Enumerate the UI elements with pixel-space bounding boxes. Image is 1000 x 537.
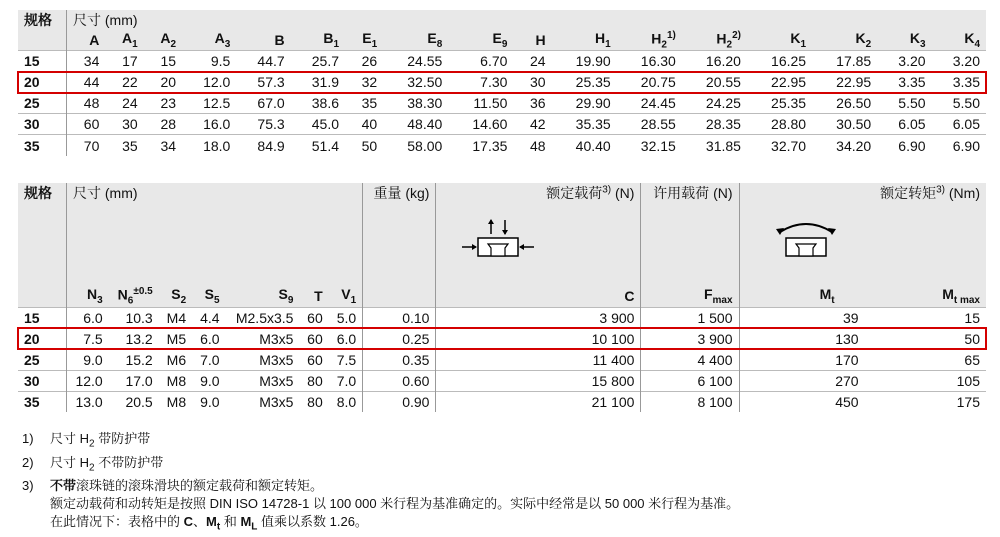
row-spec: 25	[18, 349, 67, 370]
col-N3: $N_3$	[67, 285, 109, 307]
footnote-3: 3) 不带滚珠链的滚珠滑块的额定载荷和额定转矩。	[22, 478, 324, 494]
table-cell: M3x5	[226, 349, 300, 370]
table-cell: 12.0	[67, 370, 109, 391]
table-cell: 9.0	[67, 349, 109, 370]
row-spec: 15	[18, 51, 67, 72]
torque-header: 额定转矩$^{3)}$ (Nm)	[739, 183, 986, 203]
table-cell: 8 100	[641, 391, 739, 412]
table-cell: 57.3	[236, 72, 290, 93]
row-spec: 15	[18, 307, 67, 328]
table-cell: M8	[159, 391, 192, 412]
table-cell: 3.20	[877, 51, 931, 72]
table-row	[18, 135, 986, 156]
col-K1: $K_1$	[790, 30, 807, 51]
table1-body	[18, 51, 986, 156]
table-cell: 30.50	[812, 114, 877, 135]
table-cell: 9.0	[192, 370, 225, 391]
table-cell: 16.0	[182, 114, 236, 135]
table-cell: 80	[299, 391, 328, 412]
table-cell: 3.35	[877, 72, 931, 93]
table-cell: 16.20	[682, 51, 747, 72]
table-cell: 65	[865, 349, 986, 370]
table-cell: M8	[159, 370, 192, 391]
table-cell: 24.55	[383, 51, 448, 72]
dim-header: 尺寸 (mm)	[67, 10, 987, 30]
table-cell: 17	[105, 51, 143, 72]
table-cell: 11.50	[448, 93, 513, 114]
dimension-table-1	[18, 10, 986, 156]
table-cell: 13.0	[67, 391, 109, 412]
table-cell: 12.0	[182, 72, 236, 93]
table-cell: 175	[865, 391, 986, 412]
table-cell: 24.45	[617, 93, 682, 114]
table-cell: 32.50	[383, 72, 448, 93]
table-cell: 29.90	[552, 93, 617, 114]
table-cell: 60	[299, 307, 328, 328]
table-cell: 31.9	[291, 72, 345, 93]
table-cell: 130	[739, 328, 865, 349]
col-K4: $K_4$	[964, 30, 980, 51]
table-row	[18, 72, 986, 93]
table-cell: 4.4	[192, 307, 225, 328]
table-cell: 7.30	[448, 72, 513, 93]
table-cell: 30	[105, 114, 143, 135]
table-cell: 48	[67, 93, 106, 114]
table-cell: 7.5	[67, 328, 109, 349]
col-E9: $E_9$	[492, 30, 508, 51]
table-cell: 31.85	[682, 135, 747, 156]
col-E8: $E_8$	[427, 30, 443, 51]
table-cell: 6.0	[67, 307, 109, 328]
table-cell: 5.50	[932, 93, 986, 114]
col-K2: $K_2$	[855, 30, 872, 51]
col-N6: $N_6^{\pm 0.5}$	[117, 285, 153, 306]
table-cell: 60	[299, 328, 328, 349]
table-cell: 9.0	[192, 391, 225, 412]
table-row	[18, 307, 986, 328]
table-cell: 40.40	[552, 135, 617, 156]
table-cell: M5	[159, 328, 192, 349]
col-A3: $A_3$	[214, 30, 231, 51]
table-cell: 12.5	[182, 93, 236, 114]
col-C: C	[436, 285, 641, 307]
table-cell: 270	[739, 370, 865, 391]
table-cell: 28.55	[617, 114, 682, 135]
table-cell: 28.35	[682, 114, 747, 135]
table-cell: 48.40	[383, 114, 448, 135]
table-cell: 19.90	[552, 51, 617, 72]
table-cell: 26.50	[812, 93, 877, 114]
table-cell: 15 800	[436, 370, 641, 391]
col-Mt: $M_t$	[739, 285, 865, 307]
table-cell: 60	[299, 349, 328, 370]
table-cell: 0.25	[363, 328, 436, 349]
table-cell: 17.85	[812, 51, 877, 72]
row-spec: 25	[18, 93, 67, 114]
table-cell: 60	[67, 114, 106, 135]
table-cell: 23	[144, 93, 182, 114]
table-cell: 7.0	[192, 349, 225, 370]
table-cell: 10.3	[109, 307, 159, 328]
table-cell: 17.0	[109, 370, 159, 391]
col-A2: $A_2$	[160, 30, 177, 51]
table2-header-label-row	[18, 183, 986, 203]
dim-header-2: 尺寸 (mm)	[67, 183, 363, 203]
table-cell: 40	[345, 114, 383, 135]
table-cell: 14.60	[448, 114, 513, 135]
table-cell: 67.0	[236, 93, 290, 114]
table-cell: 32.70	[747, 135, 812, 156]
col-A1: $A_1$	[122, 30, 138, 51]
table-cell: 1 500	[641, 307, 739, 328]
col-Fmax: $F_{max}$	[641, 285, 739, 307]
table-cell: 36	[513, 93, 551, 114]
table-cell: 21 100	[436, 391, 641, 412]
table-cell: 50	[865, 328, 986, 349]
table-cell: 44	[67, 72, 106, 93]
table-cell: 22	[105, 72, 143, 93]
table-row	[18, 114, 986, 135]
table-cell: 51.4	[291, 135, 345, 156]
footnote-3-line2: 额定动载荷和动转矩是按照 DIN ISO 14728-1 以 100 000 米行程为基准确定的。实际中经常是以 50 000 米行程为基准。	[50, 496, 740, 512]
table-cell: 10 100	[436, 328, 641, 349]
table-cell: 80	[299, 370, 328, 391]
spec-header-2: 规格	[24, 185, 52, 201]
col-S2: $S_2$	[171, 285, 187, 306]
load-diagram	[436, 203, 641, 285]
table-row	[18, 93, 986, 114]
table-cell: 28	[144, 114, 182, 135]
col-A: A	[67, 30, 106, 51]
table1-column-row	[18, 30, 986, 51]
table-cell: 32.15	[617, 135, 682, 156]
table-cell: 24	[513, 51, 551, 72]
load-header: 额定载荷$^{3)}$ (N)	[436, 183, 641, 203]
table-cell: 8.0	[329, 391, 363, 412]
table-cell: 6.90	[932, 135, 986, 156]
table-cell: M4	[159, 307, 192, 328]
table-cell: 15.2	[109, 349, 159, 370]
col-H: H	[535, 32, 546, 49]
torque-direction-icon	[760, 214, 920, 274]
table-cell: 28.80	[747, 114, 812, 135]
perm-load-header: 许用载荷 (N)	[641, 183, 739, 203]
table-cell: 0.35	[363, 349, 436, 370]
table-cell: 20.5	[109, 391, 159, 412]
table-cell: 6.90	[877, 135, 931, 156]
table-cell: 5.0	[329, 307, 363, 328]
table-cell: 24	[105, 93, 143, 114]
col-V1: $V_1$	[341, 285, 357, 306]
table-cell: 16.30	[617, 51, 682, 72]
table-cell: 9.5	[182, 51, 236, 72]
row-spec: 35	[18, 391, 67, 412]
table-cell: M3x5	[226, 370, 300, 391]
table-cell: 15	[144, 51, 182, 72]
table-cell: 32	[345, 72, 383, 93]
table-cell: 3.20	[932, 51, 986, 72]
table-row	[18, 51, 986, 72]
table2-body	[18, 307, 986, 412]
table-cell: 44.7	[236, 51, 290, 72]
table-cell: 170	[739, 349, 865, 370]
table-cell: M3x5	[226, 391, 300, 412]
table-cell: 38.30	[383, 93, 448, 114]
table-cell: 58.00	[383, 135, 448, 156]
table-cell: 75.3	[236, 114, 290, 135]
col-H2-2: $H_2^{2)}$	[716, 30, 741, 51]
table-cell: 6 100	[641, 370, 739, 391]
load-direction-icon	[442, 214, 622, 274]
col-K3: $K_3$	[909, 30, 926, 51]
table-row	[18, 349, 986, 370]
weight-header: 重量 (kg)	[363, 183, 436, 203]
table-cell: 0.10	[363, 307, 436, 328]
footnote-2: 2) 尺寸 $H_2$ 不带防护带	[22, 454, 164, 474]
table-cell: 6.05	[932, 114, 986, 135]
table-cell: 18.0	[182, 135, 236, 156]
table-cell: 4 400	[641, 349, 739, 370]
table-cell: 105	[865, 370, 986, 391]
col-H1: $H_1$	[595, 30, 611, 51]
row-spec: 30	[18, 114, 67, 135]
row-spec: 20	[18, 328, 67, 349]
table-cell: M2.5x3.5	[226, 307, 300, 328]
table-cell: 50	[345, 135, 383, 156]
table-cell: 6.0	[192, 328, 225, 349]
table-cell: 20.75	[617, 72, 682, 93]
table-row	[18, 370, 986, 391]
table-cell: 42	[513, 114, 551, 135]
table-cell: 34	[144, 135, 182, 156]
table-cell: 25.35	[552, 72, 617, 93]
table-cell: 25.35	[747, 93, 812, 114]
table2-icon-row	[18, 203, 986, 285]
table-cell: 3 900	[641, 328, 739, 349]
table-cell: 30	[513, 72, 551, 93]
footnotes	[22, 430, 739, 537]
table-cell: 22.95	[812, 72, 877, 93]
dimension-table-2	[18, 183, 986, 412]
table-cell: 48	[513, 135, 551, 156]
table-cell: 7.5	[329, 349, 363, 370]
table-cell: 7.0	[329, 370, 363, 391]
table2-column-row	[18, 285, 986, 307]
col-H2-1: $H_2^{1)}$	[651, 30, 676, 51]
row-spec: 30	[18, 370, 67, 391]
table-row	[18, 328, 986, 349]
table-cell: 3 900	[436, 307, 641, 328]
table-cell: 17.35	[448, 135, 513, 156]
table-cell: 6.05	[877, 114, 931, 135]
table-cell: 35.35	[552, 114, 617, 135]
table-cell: 16.25	[747, 51, 812, 72]
col-S9: $S_9$	[278, 285, 294, 306]
table-cell: 0.60	[363, 370, 436, 391]
table-cell: 0.90	[363, 391, 436, 412]
table-cell: 24.25	[682, 93, 747, 114]
table-cell: M3x5	[226, 328, 300, 349]
row-spec: 20	[18, 72, 67, 93]
table-cell: 20.55	[682, 72, 747, 93]
table-cell: 70	[67, 135, 106, 156]
table-cell: 34	[67, 51, 106, 72]
table-cell: 6.0	[329, 328, 363, 349]
table-cell: 6.70	[448, 51, 513, 72]
table-cell: 13.2	[109, 328, 159, 349]
table-cell: 20	[144, 72, 182, 93]
table-cell: 26	[345, 51, 383, 72]
table-cell: 39	[739, 307, 865, 328]
col-B1: $B_1$	[323, 30, 339, 51]
table-cell: 5.50	[877, 93, 931, 114]
table-cell: 35	[105, 135, 143, 156]
table-cell: 34.20	[812, 135, 877, 156]
table-cell: 38.6	[291, 93, 345, 114]
table-row	[18, 391, 986, 412]
footnote-3-line3: 在此情况下：表格中的 C、$M_t$ 和 $M_L$ 值乘以系数 1.26。	[50, 514, 368, 533]
col-T: T	[314, 287, 323, 304]
col-B: B	[274, 32, 285, 49]
table-cell: 84.9	[236, 135, 290, 156]
spec-header: 规格	[24, 12, 52, 28]
table-cell: 35	[345, 93, 383, 114]
table-cell: 45.0	[291, 114, 345, 135]
col-Mtmax: $M_{t max}$	[942, 285, 980, 306]
table1-header-label-row	[18, 10, 986, 30]
table-cell: 3.35	[932, 72, 986, 93]
table-cell: 11 400	[436, 349, 641, 370]
table-cell: 25.7	[291, 51, 345, 72]
table-cell: 450	[739, 391, 865, 412]
torque-diagram	[739, 203, 986, 285]
col-S5: $S_5$	[204, 285, 220, 306]
col-E1: $E_1$	[362, 30, 378, 51]
table-cell: M6	[159, 349, 192, 370]
table-cell: 22.95	[747, 72, 812, 93]
table-cell: 15	[865, 307, 986, 328]
footnote-1: 1) 尺寸 $H_2$ 带防护带	[22, 431, 151, 450]
row-spec: 35	[18, 135, 67, 156]
